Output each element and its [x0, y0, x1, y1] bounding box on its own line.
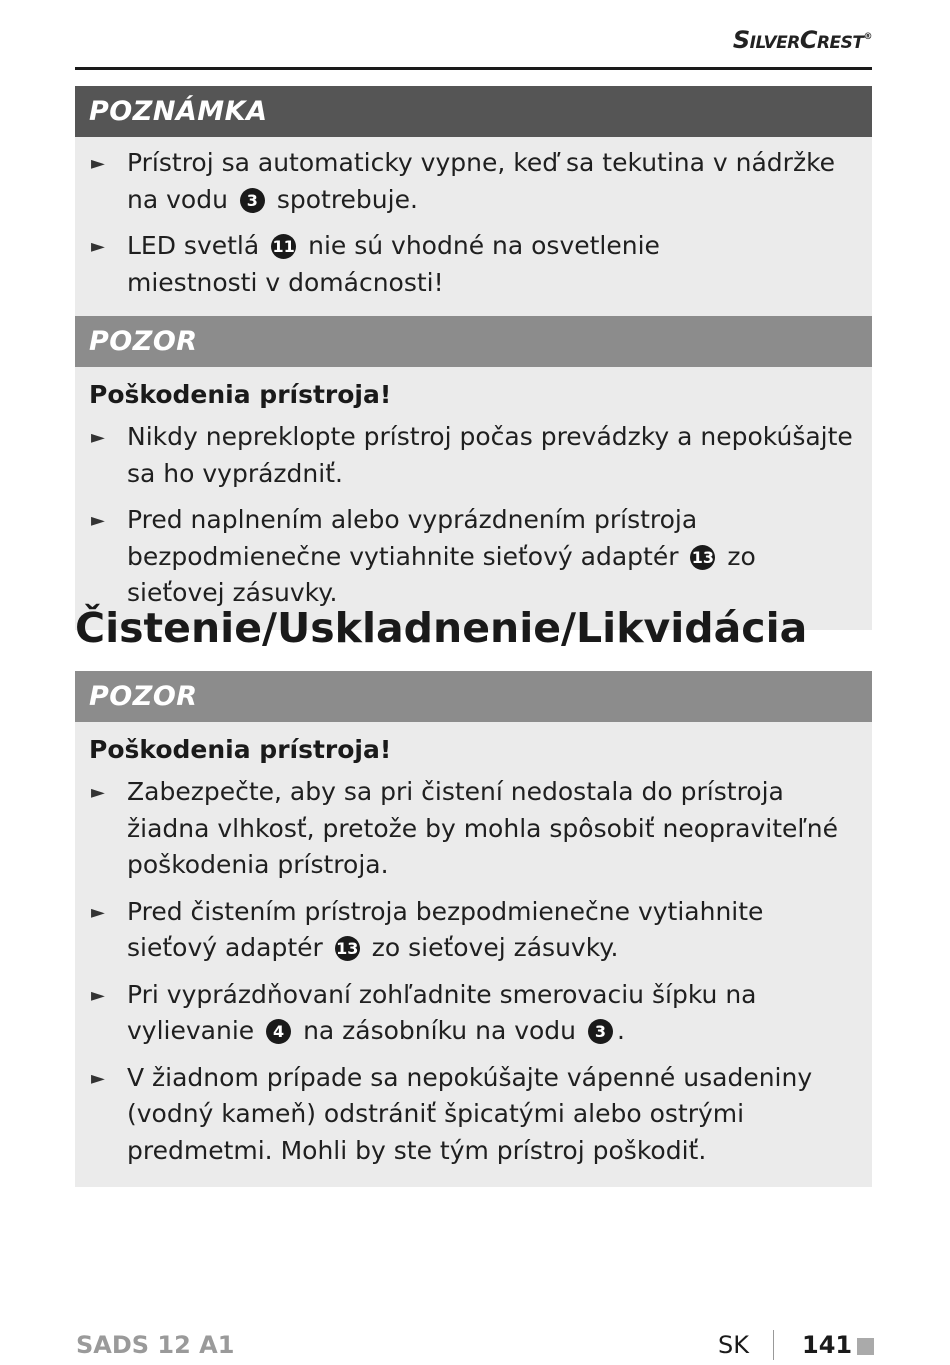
caution-box-title: POZOR	[75, 316, 872, 367]
list-item: ► Pri vyprázdňovaní zohľadnite smerovaciu šípku na vylievanie 4 na zásobníku na vodu 3 .	[91, 979, 757, 1045]
part-number-badge: 11	[271, 234, 296, 259]
square-marker-icon	[857, 1338, 874, 1355]
arrow-bullet-icon: ►	[91, 510, 105, 531]
caution-subtitle: Poškodenia prístroja!	[89, 735, 392, 764]
footer-model: SADS 12 A1	[76, 1331, 235, 1359]
arrow-bullet-icon: ►	[91, 984, 105, 1006]
part-number-badge: 4	[266, 1019, 291, 1044]
list-item: ► Nikdy nepreklopte prístroj počas prevádzky a nepokúšajte sa ho vyprázdniť.	[91, 422, 853, 488]
note-box	[75, 86, 872, 319]
caution-subtitle: Poškodenia prístroja!	[89, 380, 392, 409]
part-number-badge: 3	[588, 1019, 613, 1044]
footer-language: SK	[718, 1331, 749, 1359]
footer-divider	[773, 1330, 774, 1360]
arrow-bullet-icon: ►	[91, 236, 105, 257]
arrow-bullet-icon: ►	[91, 901, 105, 923]
list-item: ► V žiadnom prípade sa nepokúšajte vápenné usadeniny (vodný kameň) odstrániť špicatými alebo ostrými predmetmi. Mohli by ste tým prístroj poškodiť.	[91, 1062, 813, 1165]
note-box-title: POZNÁMKA	[75, 86, 872, 137]
header-rule	[75, 67, 872, 70]
caution-box-title: POZOR	[75, 671, 872, 722]
list-item: ► Prístroj sa automaticky vypne, keď sa tekutina v nádržke na vodu 3 spotrebuje.	[91, 148, 836, 214]
arrow-bullet-icon: ►	[91, 153, 105, 174]
list-item: ► Pred čistením prístroja bezpodmienečne vytiahnite sieťový adaptér 13 zo sieťovej zásuvky.	[91, 896, 764, 962]
part-number-badge: 13	[335, 936, 360, 961]
arrow-bullet-icon: ►	[91, 427, 105, 448]
brand-logo: SilverCrest®	[732, 26, 872, 54]
arrow-bullet-icon: ►	[91, 1067, 105, 1089]
arrow-bullet-icon: ►	[91, 782, 105, 803]
caution-box	[75, 316, 872, 630]
caution-box	[75, 671, 872, 1187]
list-item: ► LED svetlá 11 nie sú vhodné na osvetlenie miestnosti v domácnosti!	[91, 231, 660, 297]
part-number-badge: 13	[690, 545, 715, 570]
section-title: Čistenie/Uskladnenie/Likvidácia	[75, 604, 808, 652]
list-item: ► Zabezpečte, aby sa pri čistení nedostala do prístroja žiadna vlhkosť, pretože by mohla spôsobiť neopraviteľné poškodenia prístroja.	[91, 777, 838, 879]
part-number-badge: 3	[240, 188, 265, 213]
list-item: ► Pred naplnením alebo vyprázdnením prístroja bezpodmienečne vytiahnite sieťový adaptér 13 zo sieťovej zásuvky.	[91, 505, 756, 607]
page-number: 141	[802, 1331, 853, 1359]
